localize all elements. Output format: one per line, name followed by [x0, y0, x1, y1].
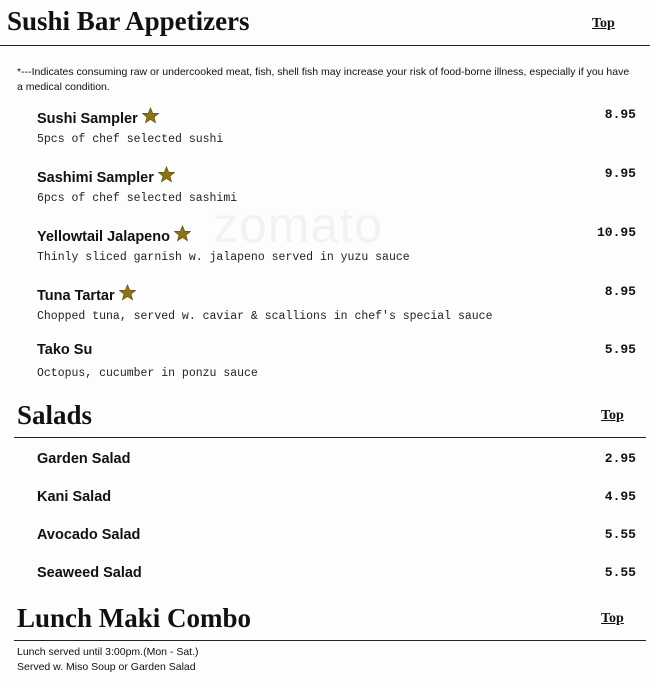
section-header-salads	[14, 395, 646, 438]
raw-food-warning: *---Indicates consuming raw or undercooked meat, fish, shell fish may increase your risk of food-borne illness, especially if you have a medical condition.	[17, 66, 630, 93]
menu-item-price: 5.55	[604, 565, 636, 580]
menu-item-name	[37, 225, 191, 245]
menu-item-price: 10.95	[596, 225, 636, 240]
watermark	[213, 196, 383, 254]
menu-item-price: 8.95	[604, 107, 636, 122]
star-icon	[119, 284, 136, 301]
star-icon	[174, 225, 191, 242]
section-title-lunch-maki: Lunch Maki Combo	[17, 603, 252, 633]
menu-item-name: Garden Salad	[37, 451, 131, 467]
star-icon	[158, 166, 175, 183]
menu-item-name	[37, 107, 159, 127]
menu-item-name: Seaweed Salad	[37, 565, 142, 581]
menu-item-price: 9.95	[604, 166, 636, 181]
menu-item-description: Chopped tuna, served w. caviar & scallions in chef's special sauce	[37, 310, 493, 323]
section-title-appetizers: Sushi Bar Appetizers	[7, 6, 250, 36]
menu-item-description: 6pcs of chef selected sashimi	[37, 192, 238, 205]
menu-item-price: 4.95	[604, 489, 636, 504]
menu-item-name	[37, 166, 175, 186]
top-link-appetizers[interactable]: Top	[592, 16, 615, 31]
menu-item-price: 8.95	[604, 284, 636, 299]
item-label: Yellowtail Jalapeno	[37, 229, 170, 245]
menu-item-name: Avocado Salad	[37, 527, 141, 543]
menu-item-price: 2.95	[604, 451, 636, 466]
menu-item-name: Kani Salad	[37, 489, 112, 505]
item-label: Sushi Sampler	[37, 111, 138, 127]
lunch-side-note: Served w. Miso Soup or Garden Salad	[17, 661, 196, 673]
item-label: Tako Su	[37, 342, 93, 358]
item-label: Sashimi Sampler	[37, 170, 154, 186]
top-link-salads[interactable]: Top	[601, 408, 624, 423]
section-title-salads: Salads	[17, 400, 93, 430]
top-link-lunch-maki[interactable]: Top	[601, 611, 624, 626]
menu-item-name	[37, 342, 92, 358]
menu-item-description: Octopus, cucumber in ponzu sauce	[37, 367, 258, 380]
item-label: Tuna Tartar	[37, 288, 115, 304]
star-icon	[142, 107, 159, 124]
menu-item-name	[37, 284, 136, 304]
menu-item-price: 5.55	[604, 527, 636, 542]
lunch-hours-note: Lunch served until 3:00pm.(Mon - Sat.)	[17, 646, 199, 658]
menu-item-description: 5pcs of chef selected sushi	[37, 133, 224, 146]
menu-item-price: 5.95	[604, 342, 636, 357]
menu-item-description: Thinly sliced garnish w. jalapeno served in yuzu sauce	[37, 251, 410, 264]
